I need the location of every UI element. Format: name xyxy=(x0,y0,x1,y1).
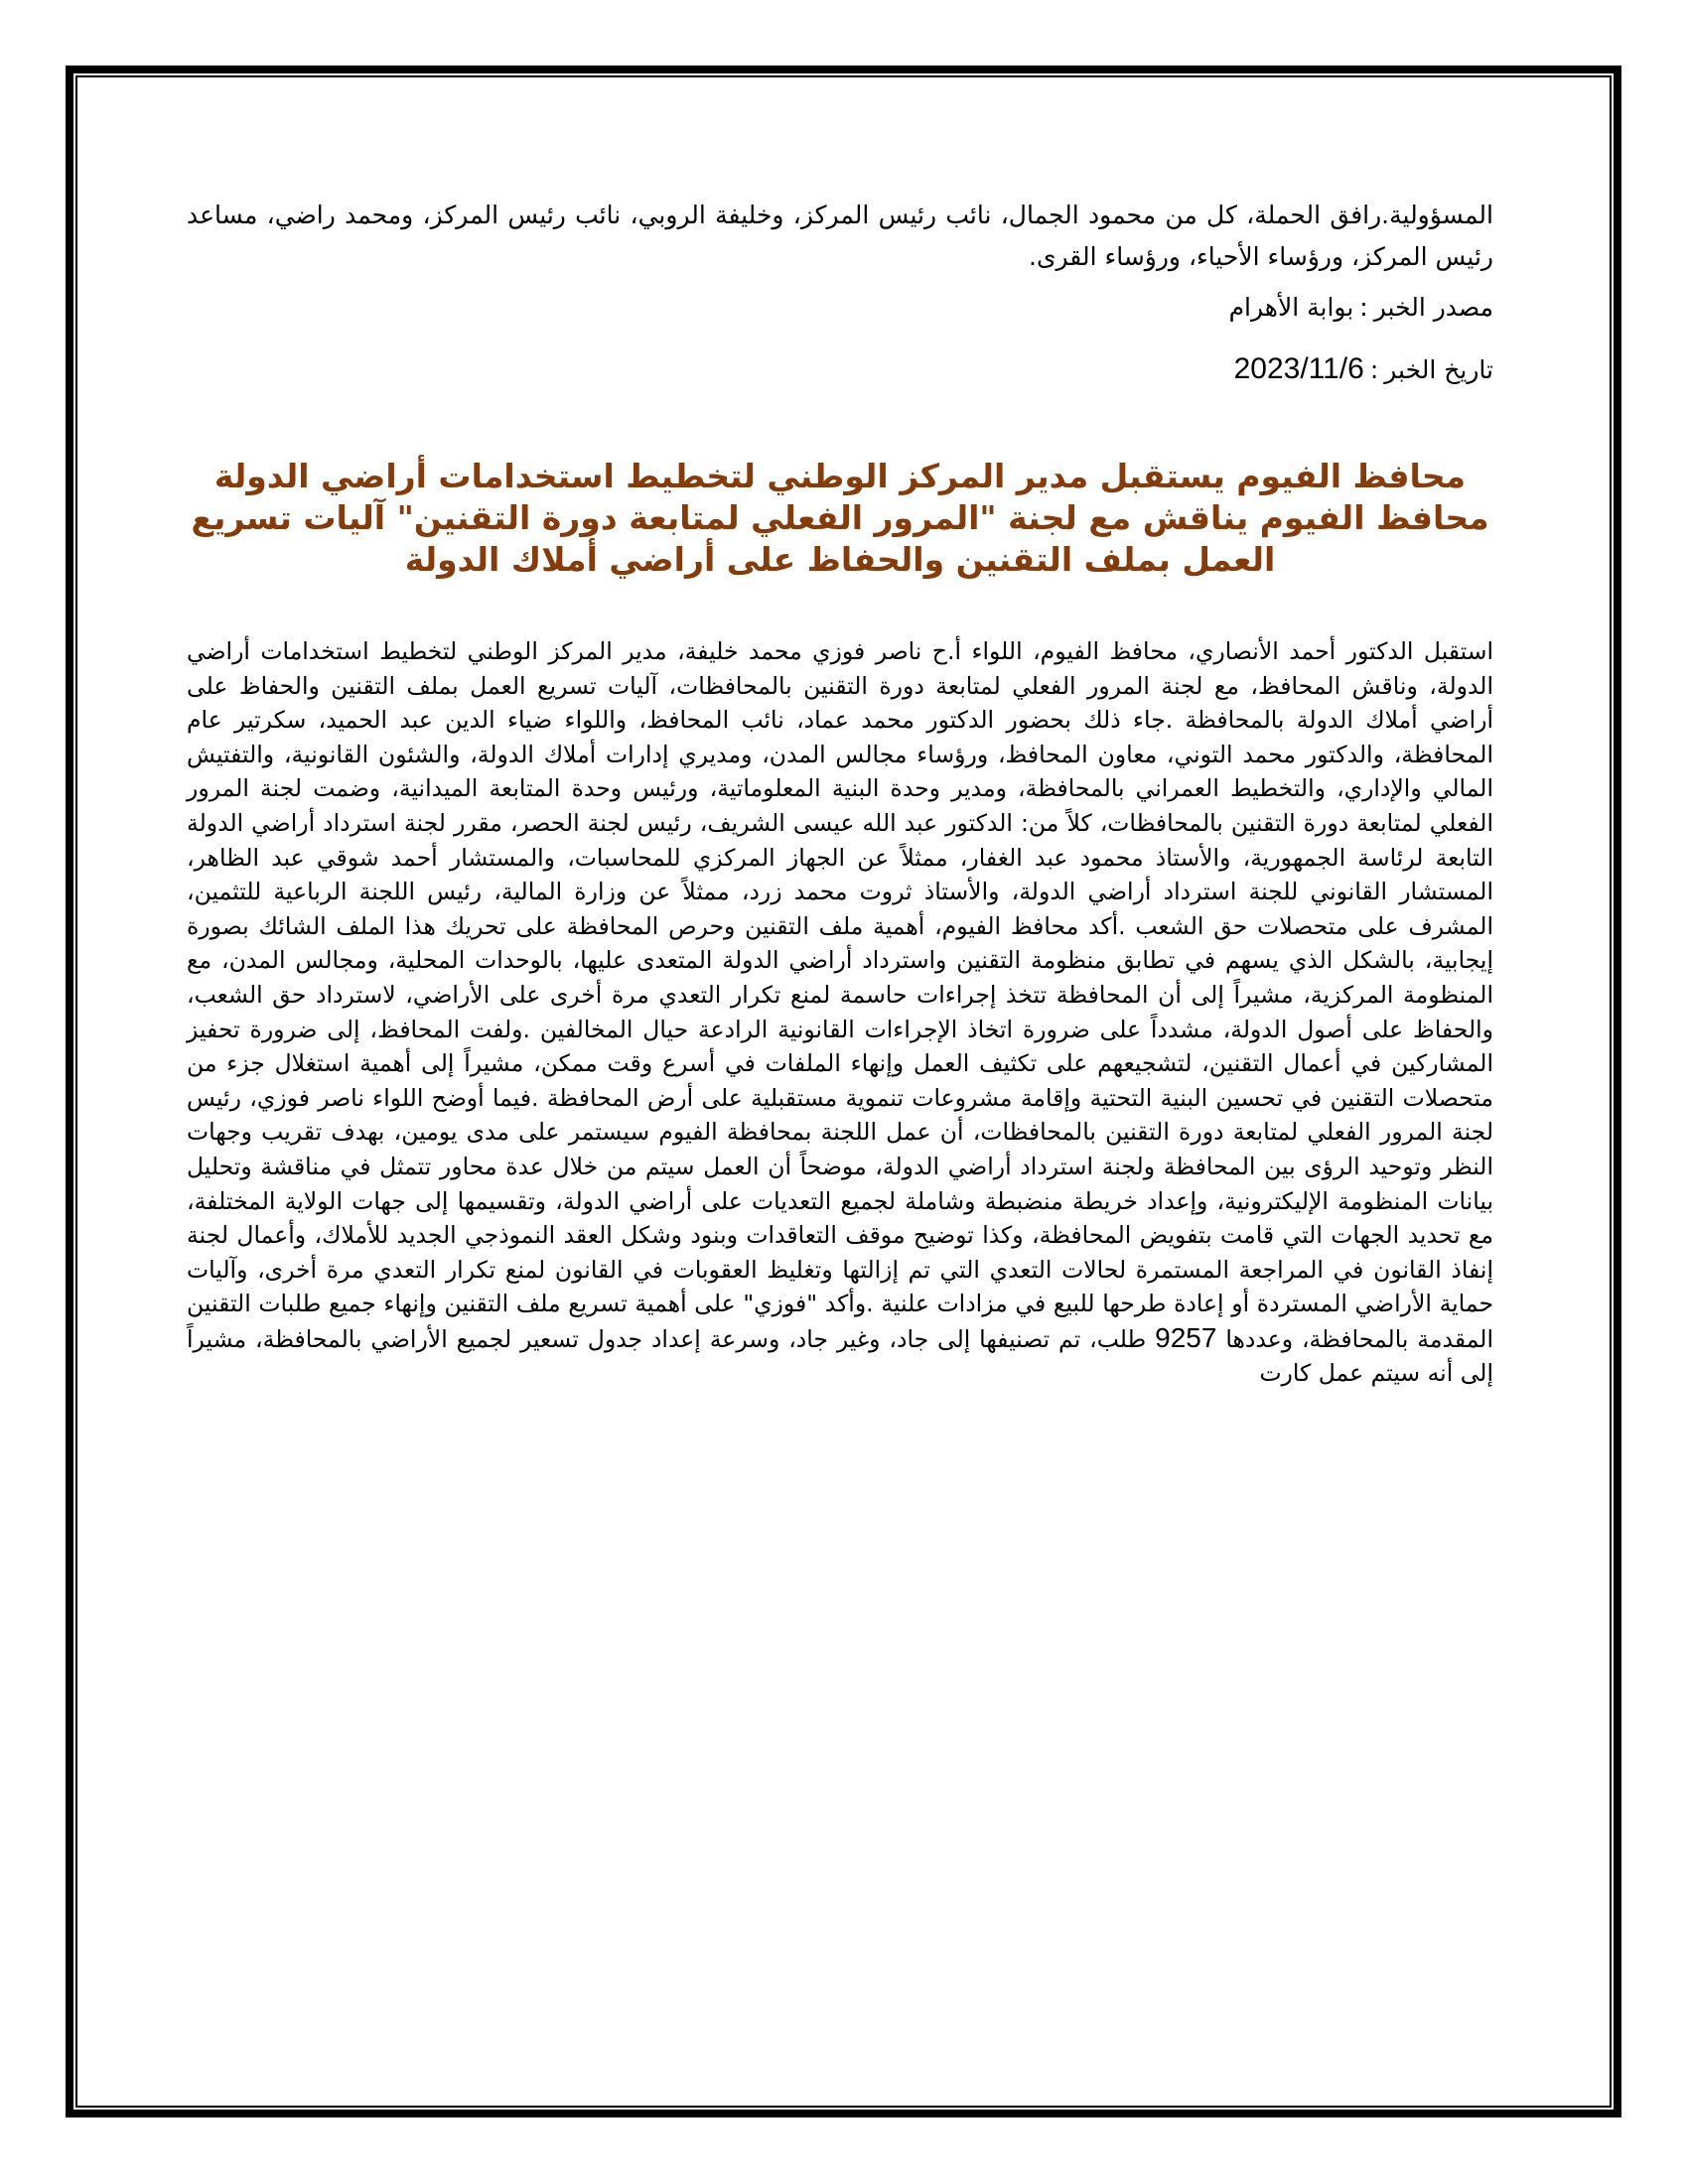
article-body xyxy=(187,634,1493,1391)
news-date-value: 2023/11/6 xyxy=(1233,352,1364,385)
document-content xyxy=(187,195,1493,1391)
news-source xyxy=(187,288,1493,328)
article-title xyxy=(187,456,1493,581)
article-title-line-2: محافظ الفيوم يناقش مع لجنة "المرور الفعلي لمتابعة دورة التقنين" آليات تسريع xyxy=(191,498,1489,537)
article-body-part-2: طلب، تم تصنيفها إلى جاد، وغير جاد، وسرعة إعداد جدول تسعير لجميع الأراضي بالمحافظة، مشيراً إلى أنه سيتم عمل كارت xyxy=(187,1324,1493,1388)
article-body-part-1: استقبل الدكتور أحمد الأنصاري، محافظ الفيوم، اللواء أ.ح ناصر فوزي محمد خليفة، مدير المركز الوطني لتخطيط استخدامات أراضي الدولة، وناقش المحافظ، مع لجنة المرور الفعلي لمتابعة دورة التقنين بالمحافظات، آليات تسريع العمل بملف التقنين والحفاظ على أراضي أملاك الدولة بالمحافظة .جاء ذلك بحضور الدكتور محمد عماد، نائب المحافظ، واللواء ضياء الدين عبد الحميد، سكرتير عام المحافظة، والدكتور محمد التوني، معاون المحافظ، ورؤساء مجالس المدن، ومديري إدارات أملاك الدولة، والشئون القانونية، والتفتيش المالي والإداري، والتخطيط العمراني بالمحافظة، ومدير وحدة البنية المعلوماتية، ورئيس وحدة المتابعة الميدانية، وضمت لجنة المرور الفعلي لمتابعة دورة التقنين بالمحافظات، كلاً من: الدكتور عبد الله عيسى الشريف، رئيس لجنة الحصر، مقرر لجنة استرداد أراضي الدولة التابعة لرئاسة الجمهورية، والأستاذ محمود عبد الغفار، ممثلاً عن الجهاز المركزي للمحاسبات، والمستشار أحمد شوقي عبد الظاهر، المستشار القانوني للجنة استرداد أراضي الدولة، والأستاذ ثروت محمد زرد، ممثلاً عن وزارة المالية، رئيس اللجنة الرباعية للتثمين، المشرف على متحصلات حق الشعب .أكد محافظ الفيوم، أهمية ملف التقنين وحرص المحافظة على تحريك هذا الملف الشائك بصورة إيجابية، بالشكل الذي يسهم في تطابق منظومة التقنين واسترداد أراضي الدولة المتعدى عليها، بالوحدات المحلية، ومجالس المدن، مع المنظومة المركزية، مشيراً إلى أن المحافظة تتخذ إجراءات حاسمة لمنع تكرار التعدي مرة أخرى على الأراضي، لاسترداد حق الشعب، والحفاظ على أصول الدولة، مشدداً على ضرورة اتخاذ الإجراءات القانونية الرادعة حيال المخالفين .ولفت المحافظ، إلى ضرورة تحفيز المشاركين في أعمال التقنين، لتشجيعهم على تكثيف العمل وإنهاء الملفات في أسرع وقت ممكن، مشيراً إلى أهمية استغلال جزء من متحصلات التقنين في تحسين البنية التحتية وإقامة مشروعات تنموية مستقبلية على أرض المحافظة .فيما أوضح اللواء ناصر فوزي، رئيس لجنة المرور الفعلي لمتابعة دورة التقنين بالمحافظات، أن عمل اللجنة بمحافظة الفيوم سيستمر على مدى يومين، بهدف تقريب وجهات النظر وتوحيد الرؤى بين المحافظة ولجنة استرداد أراضي الدولة، موضحاً أن العمل سيتم من خلال عدة محاور تتمثل في مناقشة وتحليل بيانات المنظومة الإليكترونية، وإعداد خريطة منضبطة وشاملة لجميع التعديات على أراضي الدولة، وتقسيمها إلى جهات الولاية المختلفة، مع تحديد الجهات التي قامت بتفويض المحافظة، وكذا توضيح موقف التعاقدات وبنود وشكل العقد النموذجي الجديد للأملاك، وأعمال لجنة إنفاذ القانون في المراجعة المستمرة لحالات التعدي التي تم إزالتها وتغليظ العقوبات في القانون لمنع تكرار التعدي مرة أخرى، وآليات حماية الأراضي المستردة أو إعادة طرحها للبيع في مزادات علنية .وأكد "فوزي" على أهمية تسريع ملف التقنين وإنهاء جميع طلبات التقنين المقدمة بالمحافظة، وعددها xyxy=(187,637,1493,1353)
news-date xyxy=(187,349,1493,390)
news-date-separator: : xyxy=(1369,355,1379,384)
article-title-line-3: العمل بملف التقنين والحفاظ على أراضي أملاك الدولة xyxy=(404,540,1276,579)
article-title-line-1: محافظ الفيوم يستقبل مدير المركز الوطني لتخطيط استخدامات أراضي الدولة xyxy=(213,457,1467,495)
request-count: 9257 xyxy=(1155,1321,1217,1353)
news-date-label: تاريخ الخبر xyxy=(1384,355,1493,384)
news-source-label: مصدر الخبر xyxy=(1373,293,1493,322)
news-source-value: بوابة الأهرام xyxy=(1228,293,1354,322)
intro-paragraph: المسؤولية.رافق الحملة، كل من محمود الجمال، نائب رئيس المركز، وخليفة الروبي، نائب رئيس المركز، ومحمد راضي، مساعد رئيس المركز، ورؤساء الأحياء، ورؤساء القرى. xyxy=(187,201,1493,271)
news-source-separator: : xyxy=(1359,293,1368,322)
